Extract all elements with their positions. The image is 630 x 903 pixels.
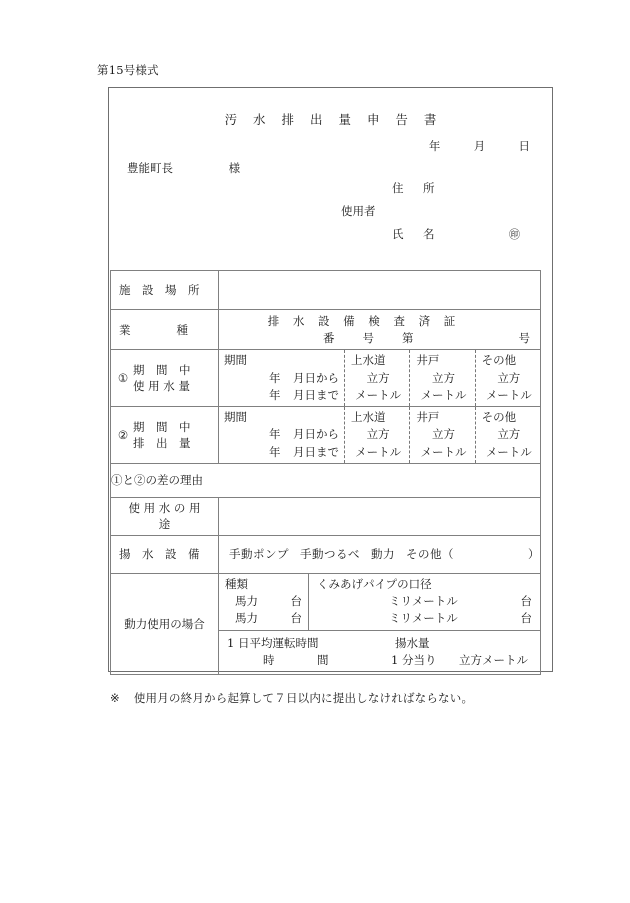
horsepower-unit: 台 — [290, 611, 302, 626]
pump-other-close-paren: ） — [528, 547, 540, 562]
to-year: 年 — [269, 444, 281, 459]
hours-unit-b: 間 — [317, 653, 329, 668]
water-used-values[interactable] — [219, 350, 541, 407]
pipe-diameter-row-2 — [317, 610, 532, 627]
water-used-date-to — [224, 387, 340, 404]
business-type-label-text: 業 種 — [119, 322, 188, 337]
water-discharged-mark: ② — [117, 427, 129, 442]
applicant-group-label: 使用者 — [341, 204, 376, 218]
water-discharged-source-well[interactable] — [410, 407, 475, 463]
source-name: その他 — [481, 353, 517, 368]
pump-option-hand-bucket[interactable]: 手動つるべ — [300, 547, 360, 562]
water-discharged-label-line2: 排 出 量 — [133, 435, 191, 450]
difference-reason-cell[interactable] — [111, 463, 541, 497]
source-unit-1: 立方 — [431, 370, 455, 385]
source-name: 上水道 — [351, 410, 386, 425]
addressee — [127, 160, 240, 176]
source-unit-1: 立方 — [366, 427, 390, 442]
table-row-water-used — [111, 350, 541, 407]
from-year: 年 — [269, 370, 281, 385]
certificate-number-label: 番 — [323, 330, 335, 345]
water-discharged-source-other[interactable] — [476, 407, 540, 463]
power-type-block[interactable] — [219, 574, 309, 630]
pipe-count-unit: 台 — [520, 611, 532, 626]
declaration-table — [110, 270, 541, 675]
source-unit-2: メートル — [355, 387, 402, 402]
from-month: 月 — [293, 370, 305, 385]
table-row-power-type — [111, 573, 541, 630]
pump-option-other[interactable]: その他 — [406, 547, 442, 562]
from-month: 月 — [293, 427, 305, 442]
certificate-go-label: 号 — [518, 330, 530, 345]
source-unit-2: メートル — [485, 444, 532, 459]
certificate-dai-label: 第 — [402, 330, 414, 345]
water-discharged-values[interactable] — [219, 407, 541, 464]
source-unit-2: メートル — [420, 444, 467, 459]
table-row-water-use — [111, 497, 541, 535]
pump-option-hand-pump[interactable]: 手動ポンプ — [229, 547, 289, 562]
applicant-block — [109, 180, 552, 249]
water-discharged-period[interactable] — [219, 407, 345, 463]
water-discharged-date-to — [224, 444, 340, 461]
power-use-label-text: 動力使用の場合 — [124, 616, 205, 631]
water-used-period[interactable] — [219, 350, 345, 406]
pipe-diameter-row-1 — [317, 593, 532, 610]
pump-other-open-paren: （ — [442, 547, 454, 562]
water-used-mark: ① — [117, 371, 129, 386]
water-discharged-label-line1: 期 間 中 — [133, 419, 191, 434]
document-title: 汚 水 排 出 量 申 告 書 — [224, 112, 443, 127]
applicant-group-row — [109, 203, 552, 226]
form-number: 第15号様式 — [97, 63, 159, 77]
facility-location-value[interactable] — [219, 271, 541, 310]
table-row-difference-reason — [111, 463, 541, 497]
date-year-label: 年 — [428, 139, 441, 153]
water-discharged-date-from — [224, 426, 340, 443]
seal-icon: ㊞ — [509, 228, 520, 241]
water-used-label — [111, 350, 219, 407]
water-use-label-text: 使 用 水 の 用 途 — [128, 501, 201, 532]
water-used-date-from — [224, 370, 340, 387]
addressee-name: 豊能町長 — [127, 161, 173, 175]
water-used-period-label: 期間 — [224, 353, 247, 368]
source-unit-1: 立方 — [497, 370, 521, 385]
water-discharged-period-label: 期間 — [224, 410, 247, 425]
to-month: 月 — [293, 444, 305, 459]
footnote-mark: ※ — [110, 691, 120, 705]
water-used-source-other[interactable] — [476, 350, 540, 406]
horsepower-label: 馬力 — [235, 611, 258, 626]
footnote-text: 使用月の終月から起算して７日以内に提出しなければならない。 — [133, 691, 474, 705]
source-unit-2: メートル — [420, 387, 467, 402]
per-minute-label: 1 分当り — [391, 653, 437, 668]
pipe-unit: ミリメートル — [389, 611, 458, 626]
source-unit-2: メートル — [355, 444, 402, 459]
power-use-label — [111, 573, 219, 674]
date-day-label: 日 — [518, 139, 530, 153]
to-year: 年 — [269, 387, 281, 402]
table-row-facility — [111, 271, 541, 310]
power-pipe-block[interactable] — [309, 574, 540, 630]
inspection-certificate-cell[interactable] — [219, 310, 541, 350]
source-name: その他 — [481, 410, 517, 425]
from-year: 年 — [269, 427, 281, 442]
name-label: 氏 名 — [392, 227, 439, 241]
pipe-count-unit: 台 — [520, 594, 532, 609]
pump-equipment-label — [111, 535, 219, 573]
source-unit-1: 立方 — [366, 370, 390, 385]
water-use-label — [111, 497, 219, 535]
pump-equipment-options[interactable] — [219, 535, 541, 573]
source-unit-1: 立方 — [431, 427, 455, 442]
hours-unit-a: 時 — [263, 653, 275, 668]
to-day: 日まで — [304, 387, 339, 402]
power-horsepower-row-2 — [225, 610, 302, 627]
date-month-label: 月 — [473, 139, 486, 153]
source-unit-2: メートル — [485, 387, 532, 402]
to-day: 日まで — [304, 444, 339, 459]
water-discharged-source-tapwater[interactable] — [345, 407, 410, 463]
from-day: 日から — [304, 370, 339, 385]
lift-amount-label: 揚水量 — [395, 636, 430, 651]
water-used-label-line2: 使 用 水 量 — [133, 379, 190, 394]
date-line — [429, 138, 530, 154]
water-used-source-well[interactable] — [410, 350, 475, 406]
water-use-value[interactable] — [219, 497, 541, 535]
table-row-business-type — [111, 310, 541, 350]
pipe-diameter-label: くみあげパイプの口径 — [317, 576, 432, 591]
pipe-unit: ミリメートル — [389, 594, 458, 609]
lift-unit: 立方メートル — [459, 653, 528, 668]
facility-location-label-text: 施 設 場 所 — [119, 283, 200, 297]
certificate-title: 排 水 設 備 検 査 済 証 — [267, 314, 461, 328]
facility-location-label — [111, 271, 219, 310]
power-horsepower-row-1 — [225, 593, 302, 610]
table-row-water-discharged — [111, 407, 541, 464]
source-unit-1: 立方 — [497, 427, 521, 442]
difference-reason-label: ①と②の差の理由 — [111, 473, 203, 488]
water-used-source-tapwater[interactable] — [345, 350, 410, 406]
pump-option-motor[interactable]: 動力 — [371, 547, 395, 562]
power-type-and-pipe-cell[interactable] — [219, 573, 541, 630]
from-day: 日から — [304, 427, 339, 442]
water-used-label-line1: 期 間 中 — [133, 363, 191, 378]
addressee-honorific: 様 — [228, 161, 241, 175]
address-label: 住 所 — [392, 181, 439, 195]
certificate-number-unit: 号 — [362, 330, 374, 345]
to-month: 月 — [293, 387, 305, 402]
applicant-address-row — [109, 180, 552, 203]
horsepower-unit: 台 — [290, 594, 302, 609]
footnote — [110, 690, 473, 706]
source-name: 井戸 — [416, 353, 440, 368]
power-hours-cell[interactable] — [219, 630, 541, 674]
business-type-label — [111, 310, 219, 350]
source-name: 井戸 — [416, 410, 440, 425]
power-type-label: 種類 — [225, 576, 248, 591]
pump-equipment-label-text: 揚 水 設 備 — [119, 547, 200, 562]
water-discharged-label — [111, 407, 219, 464]
applicant-name-row — [109, 226, 552, 249]
table-row-pump-equipment — [111, 535, 541, 573]
source-name: 上水道 — [351, 353, 386, 368]
daily-hours-label: 1 日平均運転時間 — [227, 636, 319, 651]
horsepower-label: 馬力 — [235, 594, 258, 609]
